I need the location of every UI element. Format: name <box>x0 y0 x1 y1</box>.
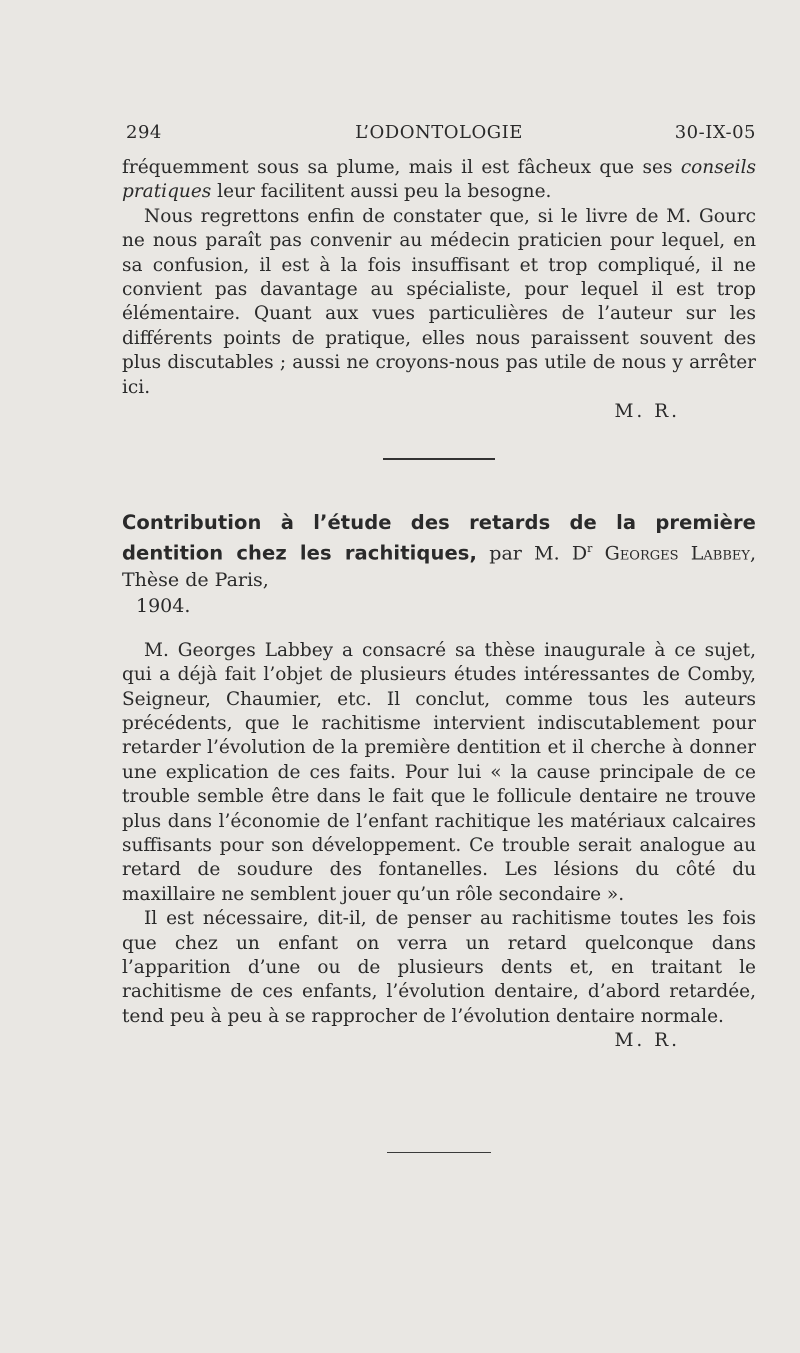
issue-date: 30-IX-05 <box>674 122 756 143</box>
review1-p1-before: fréquemment sous sa plume, mais il est fâcheux que ses <box>122 157 681 178</box>
review1-p1-italic: conseils pratiques <box>122 157 756 203</box>
review2-title: Contribution à l’étude des retards de la première dentition chez les rachitiques, <box>122 511 756 565</box>
review2-paragraph-1: M. Georges Labbey a consacré sa thèse inaugurale à ce sujet, qui a déjà fait l’objet de plusieurs études intéressantes de Comby, Seigneur, Chaumier, etc. Il conclut, comme tous les auteurs précédents, que le rachitisme intervient indiscutablement pour retarder l’évolution de la première dentition et il cherche à donner une explication de ces faits. Pour lui « la cause principale de ce trouble semble être dans le fait que le follicule dentaire ne trouve plus dans l’économie de l’enfant rachitique les matériaux calcaires suffisants pour son développement. Ce trouble serait analogue au retard de soudure des fontanelles. Les lésions du côté du maxillaire ne semblent jouer qu’un rôle secondaire ». <box>122 639 756 905</box>
review1-p1-after: leur facilitent aussi peu la besogne. <box>211 181 552 203</box>
review2-dr-sup: r <box>587 542 593 556</box>
review2-author: Georges Labbey <box>592 542 750 565</box>
review2-heading <box>122 510 756 618</box>
review2-paragraph-2: Il est nécessaire, dit-il, de penser au rachitisme toutes les fois que chez un enfant on verra un retard quelconque dans l’apparition d’une ou de plusieurs dents et, en traitant le rachitisme de ces enfants, l’évolution dentaire, d’abord retardée, tend peu à peu à se rapprocher de l’évolution dentaire normale. <box>122 908 756 1027</box>
running-head <box>122 122 756 148</box>
review1-paragraph-1 <box>122 156 756 205</box>
review1-signature: M. R. <box>614 401 680 423</box>
spacer <box>122 619 756 639</box>
end-divider <box>387 1152 491 1154</box>
review2-signature: M. R. <box>614 1030 680 1052</box>
review1-paragraph-2: Nous regrettons enfin de constater que, si le livre de M. Gourc ne nous paraît pas convenir au médecin praticien pour lequel, en sa confusion, il est à la fois insuffisant et trop compliqué, il ne convient pas davantage au spécialiste, pour lequel il est trop élémentaire. Quant aux vues particulières de l’auteur sur les différents points de pratique, elles nous paraissent souvent des plus discutables ; aussi ne croyons-nous pas utile de nous y arrêter ici. <box>122 205 756 398</box>
document-page <box>122 122 756 1153</box>
review2-par: par M. D <box>477 542 588 565</box>
review2-thesis: , Thèse de Paris, <box>122 542 757 591</box>
section-divider <box>383 458 495 460</box>
journal-title: L’ODONTOLOGIE <box>355 122 523 143</box>
review2-year: 1904. <box>136 594 191 617</box>
page-number: 294 <box>126 122 162 143</box>
